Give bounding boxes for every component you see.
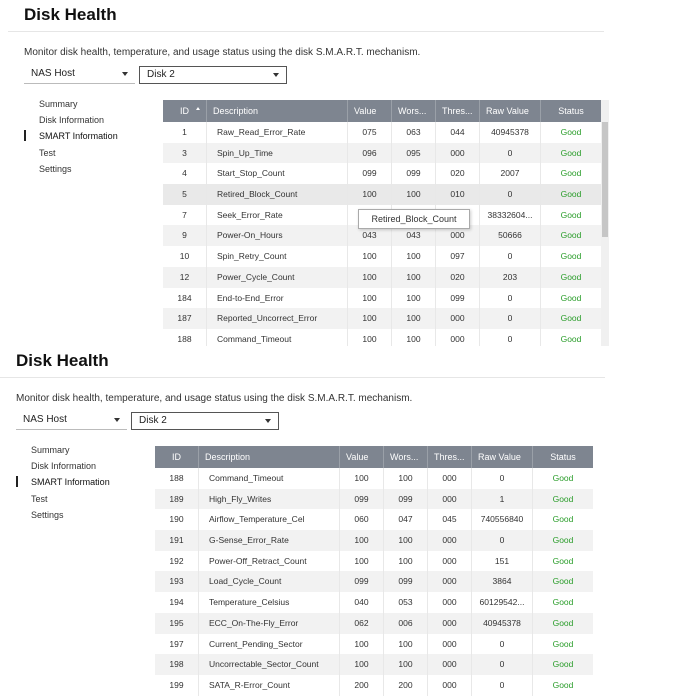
cell-status: Good [560, 147, 582, 158]
cell-id: 192 [155, 551, 199, 572]
cell-raw-value: 0 [472, 654, 533, 675]
cell-threshold: 000 [428, 654, 472, 675]
table-row[interactable] [155, 613, 593, 634]
cell-id: 197 [155, 634, 199, 655]
cell-description: Power-On_Hours [207, 225, 348, 246]
cell-worst: 100 [384, 468, 428, 489]
nav-item-summary[interactable]: Summary [31, 445, 70, 455]
cell-value: 060 [340, 509, 384, 530]
col-header-raw-value[interactable]: Raw Value [472, 446, 533, 468]
disk-select[interactable] [131, 412, 279, 430]
cell-worst: 047 [384, 509, 428, 530]
cell-id: 10 [163, 246, 207, 267]
cell-status: Good [552, 514, 574, 525]
cell-value: 099 [340, 571, 384, 592]
cell-value: 200 [340, 675, 384, 696]
cell-description: Current_Pending_Sector [199, 634, 340, 655]
page-title: Disk Health [16, 351, 109, 370]
cell-threshold: 000 [436, 225, 480, 246]
cell-raw-value: 740556840 [472, 509, 533, 530]
cell-description: Command_Timeout [199, 468, 340, 489]
cell-id: 3 [163, 143, 207, 164]
cell-status: Good [560, 230, 582, 241]
cell-id: 4 [163, 163, 207, 184]
cell-raw-value: 0 [472, 634, 533, 655]
cell-description: End-to-End_Error [207, 288, 348, 309]
cell-value: 100 [340, 468, 384, 489]
cell-threshold: 000 [428, 530, 472, 551]
nav-item-smart-information[interactable]: SMART Information [16, 474, 136, 490]
cell-id: 12 [163, 267, 207, 288]
cell-threshold: 000 [428, 551, 472, 572]
nav-item-test[interactable]: Test [39, 147, 56, 158]
table-row[interactable] [155, 675, 593, 696]
cell-raw-value: 1 [472, 489, 533, 510]
cell-status: Good [552, 493, 574, 504]
cell-status: Good [560, 168, 582, 179]
cell-id: 187 [163, 308, 207, 329]
cell-value: 040 [340, 592, 384, 613]
cell-id: 191 [155, 530, 199, 551]
host-select-value: NAS Host [23, 414, 67, 425]
side-nav [24, 96, 144, 177]
col-header-id[interactable]: ID [163, 100, 207, 122]
cell-id: 195 [155, 613, 199, 634]
cell-raw-value: 2007 [480, 163, 541, 184]
table-body [155, 468, 593, 696]
disk-select-value: Disk 2 [139, 415, 167, 426]
cell-threshold: 010 [436, 184, 480, 205]
cell-threshold: 000 [428, 592, 472, 613]
cell-tooltip: Retired_Block_Count [358, 209, 470, 229]
cell-value: 100 [348, 246, 392, 267]
nav-item-summary[interactable]: Summary [39, 99, 78, 109]
cell-worst: 100 [392, 267, 436, 288]
chevron-down-icon [114, 418, 120, 422]
cell-id: 188 [155, 468, 199, 489]
cell-threshold: 000 [436, 143, 480, 164]
table-row[interactable] [163, 246, 601, 267]
cell-description: Raw_Read_Error_Rate [207, 122, 348, 143]
cell-description: Power_Cycle_Count [207, 267, 348, 288]
col-header-worst[interactable]: Wors... [392, 100, 436, 122]
cell-status: Good [560, 333, 582, 344]
title-divider [8, 31, 604, 32]
cell-value: 075 [348, 122, 392, 143]
cell-worst: 100 [384, 634, 428, 655]
cell-description: High_Fly_Writes [199, 489, 340, 510]
host-select[interactable] [16, 412, 127, 430]
cell-description: Uncorrectable_Sector_Count [199, 654, 340, 675]
cell-status: Good [552, 659, 574, 670]
cell-description: G-Sense_Error_Rate [199, 530, 340, 551]
cell-worst: 100 [392, 329, 436, 346]
cell-threshold: 000 [428, 675, 472, 696]
cell-status: Good [552, 576, 574, 587]
cell-description: Command_Timeout [207, 329, 348, 346]
cell-id: 194 [155, 592, 199, 613]
cell-raw-value: 0 [472, 530, 533, 551]
cell-status: Good [560, 292, 582, 303]
nav-item-settings[interactable]: Settings [39, 163, 72, 174]
cell-value: 099 [340, 489, 384, 510]
cell-raw-value: 0 [480, 308, 541, 329]
cell-description: Seek_Error_Rate [207, 205, 348, 226]
table-row[interactable] [155, 654, 593, 675]
table-body [163, 122, 601, 346]
col-header-worst[interactable]: Wors... [384, 446, 428, 468]
smart-table [155, 446, 593, 696]
table-row[interactable] [155, 571, 593, 592]
chevron-down-icon [265, 419, 271, 423]
cell-description: Reported_Uncorrect_Error [207, 308, 348, 329]
cell-id: 184 [163, 288, 207, 309]
cell-id: 188 [163, 329, 207, 346]
cell-threshold: 097 [436, 246, 480, 267]
col-header-threshold[interactable]: Thres... [436, 100, 480, 122]
cell-status: Good [552, 535, 574, 546]
scrollbar-thumb[interactable] [602, 122, 608, 237]
cell-raw-value: 38332604... [480, 205, 541, 226]
cell-threshold: 000 [428, 571, 472, 592]
cell-raw-value: 0 [480, 143, 541, 164]
table-row[interactable] [155, 634, 593, 655]
cell-status: Good [560, 313, 582, 324]
cell-value: 100 [340, 634, 384, 655]
disk-health-panel-top [0, 0, 679, 346]
table-row[interactable] [155, 509, 593, 530]
cell-value: 100 [348, 308, 392, 329]
cell-status: Good [552, 555, 574, 566]
col-header-status[interactable]: Status [558, 106, 584, 116]
chevron-down-icon [273, 73, 279, 77]
cell-threshold: 000 [428, 613, 472, 634]
cell-description: SATA_R-Error_Count [199, 675, 340, 696]
cell-status: Good [560, 209, 582, 220]
cell-id: 193 [155, 571, 199, 592]
cell-description: Spin_Retry_Count [207, 246, 348, 267]
cell-id: 5 [163, 184, 207, 205]
table-row[interactable] [155, 489, 593, 510]
cell-description: Start_Stop_Count [207, 163, 348, 184]
cell-id: 190 [155, 509, 199, 530]
page-description: Monitor disk health, temperature, and usage status using the disk S.M.A.R.T. mechanism. [24, 47, 421, 58]
cell-value: 100 [340, 530, 384, 551]
sort-asc-icon [196, 107, 200, 110]
cell-threshold: 020 [436, 163, 480, 184]
cell-status: Good [552, 638, 574, 649]
cell-id: 9 [163, 225, 207, 246]
table-row[interactable] [163, 329, 601, 346]
col-header-threshold[interactable]: Thres... [428, 446, 472, 468]
host-select[interactable] [24, 66, 135, 84]
cell-worst: 100 [392, 184, 436, 205]
cell-id: 198 [155, 654, 199, 675]
cell-value: 100 [340, 551, 384, 572]
cell-status: Good [560, 271, 582, 282]
col-header-value[interactable]: Value [348, 100, 392, 122]
cell-status: Good [552, 679, 574, 690]
table-row[interactable] [155, 468, 593, 489]
cell-raw-value: 60129542... [472, 592, 533, 613]
side-nav [16, 442, 136, 523]
cell-worst: 053 [384, 592, 428, 613]
title-divider [0, 377, 605, 378]
cell-raw-value: 3864 [472, 571, 533, 592]
cell-value: 100 [348, 267, 392, 288]
cell-threshold: 000 [436, 329, 480, 346]
cell-threshold: 000 [428, 634, 472, 655]
cell-value: 100 [340, 654, 384, 675]
cell-description: ECC_On-The-Fly_Error [199, 613, 340, 634]
cell-id: 189 [155, 489, 199, 510]
page-title: Disk Health [24, 5, 117, 24]
cell-status: Good [552, 617, 574, 628]
cell-raw-value: 0 [472, 468, 533, 489]
cell-id: 7 [163, 205, 207, 226]
cell-worst: 063 [392, 122, 436, 143]
table-row[interactable] [163, 122, 601, 143]
table-row[interactable] [163, 288, 601, 309]
cell-worst: 100 [392, 308, 436, 329]
cell-worst: 100 [384, 654, 428, 675]
cell-raw-value: 40945378 [480, 122, 541, 143]
table-row[interactable] [155, 551, 593, 572]
table-row[interactable] [163, 163, 601, 184]
cell-worst: 200 [384, 675, 428, 696]
cell-description: Airflow_Temperature_Cel [199, 509, 340, 530]
cell-status: Good [560, 127, 582, 137]
nav-item-disk-information[interactable]: Disk Information [31, 461, 97, 472]
cell-value: 062 [340, 613, 384, 634]
col-header-description[interactable]: Description [199, 446, 340, 468]
disk-health-panel-bottom [0, 346, 679, 699]
page-description: Monitor disk health, temperature, and usage status using the disk S.M.A.R.T. mechanism. [16, 393, 413, 404]
cell-worst: 095 [392, 143, 436, 164]
cell-worst: 099 [392, 163, 436, 184]
cell-worst: 100 [392, 288, 436, 309]
cell-status: Good [560, 251, 582, 262]
cell-status: Good [560, 189, 582, 200]
cell-description: Retired_Block_Count [207, 184, 348, 205]
cell-description: Temperature_Celsius [199, 592, 340, 613]
cell-threshold: 000 [436, 308, 480, 329]
cell-worst: 043 [392, 225, 436, 246]
cell-id: 199 [155, 675, 199, 696]
cell-threshold: 045 [428, 509, 472, 530]
cell-threshold: 099 [436, 288, 480, 309]
col-header-raw-value[interactable]: Raw Value [480, 100, 541, 122]
table-row[interactable] [163, 184, 601, 205]
cell-threshold: 000 [428, 468, 472, 489]
col-header-value[interactable]: Value [340, 446, 384, 468]
cell-value: 043 [348, 225, 392, 246]
disk-select-value: Disk 2 [147, 69, 175, 80]
cell-raw-value: 0 [480, 329, 541, 346]
cell-raw-value: 0 [472, 675, 533, 696]
cell-value: 096 [348, 143, 392, 164]
col-header-id[interactable]: ID [155, 446, 199, 468]
nav-item-smart-information[interactable]: SMART Information [24, 128, 144, 144]
cell-worst: 006 [384, 613, 428, 634]
chevron-down-icon [122, 72, 128, 76]
nav-item-test[interactable]: Test [31, 493, 48, 504]
col-header-description[interactable]: Description [207, 100, 348, 122]
cell-description: Spin_Up_Time [207, 143, 348, 164]
cell-value: 100 [348, 184, 392, 205]
cell-threshold: 000 [428, 489, 472, 510]
cell-value: 100 [348, 329, 392, 346]
table-header [155, 446, 593, 468]
nav-item-settings[interactable]: Settings [31, 509, 64, 520]
cell-status: Good [552, 473, 574, 483]
cell-raw-value: 0 [480, 184, 541, 205]
table-header [163, 100, 601, 122]
cell-description: Power-Off_Retract_Count [199, 551, 340, 572]
host-select-value: NAS Host [31, 68, 75, 79]
cell-worst: 100 [384, 551, 428, 572]
table-row[interactable] [163, 308, 601, 329]
cell-raw-value: 50666 [480, 225, 541, 246]
cell-worst: 099 [384, 571, 428, 592]
table-row[interactable] [155, 530, 593, 551]
cell-threshold: 020 [436, 267, 480, 288]
col-header-status[interactable]: Status [550, 452, 576, 462]
cell-description: Load_Cycle_Count [199, 571, 340, 592]
table-row[interactable] [163, 267, 601, 288]
cell-raw-value: 151 [472, 551, 533, 572]
cell-value: 099 [348, 163, 392, 184]
table-row[interactable] [163, 143, 601, 164]
nav-item-disk-information[interactable]: Disk Information [39, 115, 105, 126]
disk-select[interactable] [139, 66, 287, 84]
cell-status: Good [552, 597, 574, 608]
cell-raw-value: 40945378 [472, 613, 533, 634]
cell-raw-value: 0 [480, 288, 541, 309]
cell-worst: 100 [384, 530, 428, 551]
table-scrollbar[interactable] [601, 100, 609, 346]
cell-worst: 099 [384, 489, 428, 510]
cell-id: 1 [163, 122, 207, 143]
cell-threshold: 044 [436, 122, 480, 143]
cell-value: 100 [348, 288, 392, 309]
cell-worst: 100 [392, 246, 436, 267]
cell-raw-value: 0 [480, 246, 541, 267]
table-row[interactable] [155, 592, 593, 613]
cell-raw-value: 203 [480, 267, 541, 288]
